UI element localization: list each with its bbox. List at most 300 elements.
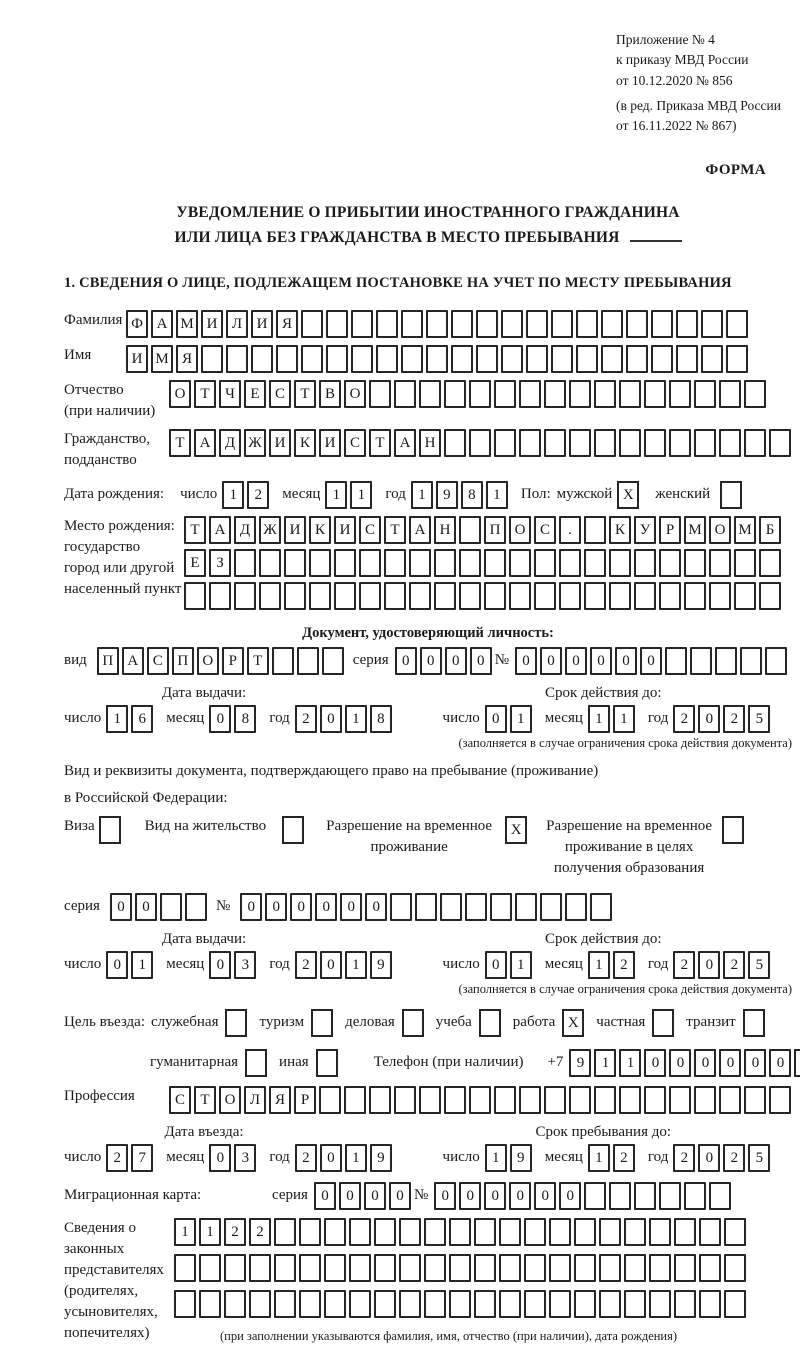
char-cell[interactable]: А bbox=[151, 310, 173, 338]
char-cell[interactable]: 0 bbox=[484, 1182, 506, 1210]
char-cell[interactable]: А bbox=[394, 429, 416, 457]
char-cell[interactable] bbox=[609, 582, 631, 610]
char-cell[interactable] bbox=[609, 1182, 631, 1210]
char-cell[interactable]: 0 bbox=[644, 1049, 666, 1077]
char-cell[interactable] bbox=[549, 1254, 571, 1282]
char-cell[interactable] bbox=[601, 345, 623, 373]
char-cell[interactable] bbox=[484, 582, 506, 610]
char-cell[interactable] bbox=[374, 1254, 396, 1282]
char-cell[interactable]: К bbox=[294, 429, 316, 457]
char-cell[interactable]: 1 bbox=[594, 1049, 616, 1077]
char-cell[interactable] bbox=[699, 1218, 721, 1246]
char-cell[interactable] bbox=[299, 1218, 321, 1246]
char-cell[interactable] bbox=[374, 1290, 396, 1318]
purpose-business-checkbox[interactable] bbox=[402, 1009, 424, 1037]
char-cell[interactable]: Т bbox=[247, 647, 269, 675]
char-cell[interactable] bbox=[634, 582, 656, 610]
char-cell[interactable] bbox=[301, 345, 323, 373]
char-cell[interactable] bbox=[524, 1290, 546, 1318]
char-cell[interactable] bbox=[709, 549, 731, 577]
char-cell[interactable]: 0 bbox=[395, 647, 417, 675]
char-cell[interactable]: Т bbox=[369, 429, 391, 457]
char-cell[interactable]: 2 bbox=[673, 951, 695, 979]
char-cell[interactable]: 1 bbox=[411, 481, 433, 509]
char-cell[interactable] bbox=[649, 1254, 671, 1282]
char-cell[interactable] bbox=[334, 582, 356, 610]
char-cell[interactable] bbox=[684, 1182, 706, 1210]
char-cell[interactable]: 2 bbox=[723, 1144, 745, 1172]
char-cell[interactable]: 9 bbox=[370, 1144, 392, 1172]
char-cell[interactable] bbox=[599, 1218, 621, 1246]
char-cell[interactable] bbox=[769, 1086, 791, 1114]
char-cell[interactable]: 1 bbox=[131, 951, 153, 979]
char-cell[interactable] bbox=[499, 1254, 521, 1282]
char-cell[interactable] bbox=[509, 582, 531, 610]
char-cell[interactable] bbox=[584, 516, 606, 544]
char-cell[interactable] bbox=[359, 549, 381, 577]
char-cell[interactable] bbox=[465, 893, 487, 921]
char-cell[interactable] bbox=[326, 345, 348, 373]
char-cell[interactable]: 0 bbox=[340, 893, 362, 921]
char-cell[interactable] bbox=[390, 893, 412, 921]
char-cell[interactable]: П bbox=[172, 647, 194, 675]
char-cell[interactable]: Т bbox=[294, 380, 316, 408]
char-cell[interactable] bbox=[526, 345, 548, 373]
char-cell[interactable] bbox=[651, 345, 673, 373]
char-cell[interactable]: 0 bbox=[698, 705, 720, 733]
char-cell[interactable]: В bbox=[319, 380, 341, 408]
char-cell[interactable]: 2 bbox=[723, 951, 745, 979]
char-cell[interactable] bbox=[699, 1290, 721, 1318]
char-cell[interactable] bbox=[726, 345, 748, 373]
char-cell[interactable] bbox=[349, 1218, 371, 1246]
char-cell[interactable] bbox=[624, 1290, 646, 1318]
char-cell[interactable] bbox=[659, 1182, 681, 1210]
char-cell[interactable]: С bbox=[534, 516, 556, 544]
char-cell[interactable] bbox=[259, 549, 281, 577]
char-cell[interactable] bbox=[669, 1086, 691, 1114]
char-cell[interactable] bbox=[590, 893, 612, 921]
char-cell[interactable] bbox=[509, 549, 531, 577]
char-cell[interactable] bbox=[426, 310, 448, 338]
char-cell[interactable] bbox=[734, 549, 756, 577]
char-cell[interactable]: 0 bbox=[240, 893, 262, 921]
char-cell[interactable]: 0 bbox=[615, 647, 637, 675]
char-cell[interactable]: Д bbox=[234, 516, 256, 544]
char-cell[interactable] bbox=[651, 310, 673, 338]
char-cell[interactable] bbox=[301, 310, 323, 338]
char-cell[interactable]: 1 bbox=[619, 1049, 641, 1077]
char-cell[interactable] bbox=[449, 1218, 471, 1246]
char-cell[interactable] bbox=[676, 345, 698, 373]
char-cell[interactable]: 0 bbox=[290, 893, 312, 921]
char-cell[interactable] bbox=[644, 429, 666, 457]
char-cell[interactable] bbox=[769, 429, 791, 457]
char-cell[interactable] bbox=[184, 582, 206, 610]
char-cell[interactable] bbox=[659, 549, 681, 577]
char-cell[interactable]: 5 bbox=[748, 705, 770, 733]
char-cell[interactable]: 2 bbox=[723, 705, 745, 733]
char-cell[interactable]: Е bbox=[184, 549, 206, 577]
char-cell[interactable]: 0 bbox=[515, 647, 537, 675]
char-cell[interactable] bbox=[409, 582, 431, 610]
char-cell[interactable] bbox=[569, 380, 591, 408]
char-cell[interactable]: 0 bbox=[106, 951, 128, 979]
char-cell[interactable]: Т bbox=[169, 429, 191, 457]
char-cell[interactable] bbox=[759, 582, 781, 610]
sex-female-checkbox[interactable] bbox=[720, 481, 742, 509]
char-cell[interactable] bbox=[359, 582, 381, 610]
char-cell[interactable] bbox=[569, 429, 591, 457]
char-cell[interactable]: Б bbox=[759, 516, 781, 544]
char-cell[interactable] bbox=[499, 1290, 521, 1318]
char-cell[interactable] bbox=[724, 1218, 746, 1246]
char-cell[interactable] bbox=[594, 429, 616, 457]
char-cell[interactable]: 0 bbox=[320, 705, 342, 733]
char-cell[interactable]: К bbox=[609, 516, 631, 544]
char-cell[interactable]: 1 bbox=[588, 705, 610, 733]
char-cell[interactable] bbox=[594, 1086, 616, 1114]
char-cell[interactable] bbox=[726, 310, 748, 338]
char-cell[interactable] bbox=[794, 1049, 800, 1077]
blank-underline[interactable] bbox=[630, 228, 682, 242]
char-cell[interactable] bbox=[526, 310, 548, 338]
char-cell[interactable]: 7 bbox=[131, 1144, 153, 1172]
char-cell[interactable]: 1 bbox=[485, 1144, 507, 1172]
char-cell[interactable] bbox=[449, 1254, 471, 1282]
char-cell[interactable]: 1 bbox=[350, 481, 372, 509]
char-cell[interactable]: 2 bbox=[224, 1218, 246, 1246]
char-cell[interactable] bbox=[490, 893, 512, 921]
char-cell[interactable] bbox=[409, 549, 431, 577]
char-cell[interactable] bbox=[709, 1182, 731, 1210]
char-cell[interactable] bbox=[501, 310, 523, 338]
char-cell[interactable]: 1 bbox=[613, 705, 635, 733]
char-cell[interactable] bbox=[626, 310, 648, 338]
char-cell[interactable]: 5 bbox=[748, 1144, 770, 1172]
char-cell[interactable] bbox=[559, 549, 581, 577]
char-cell[interactable] bbox=[609, 549, 631, 577]
char-cell[interactable] bbox=[524, 1254, 546, 1282]
char-cell[interactable] bbox=[649, 1218, 671, 1246]
char-cell[interactable] bbox=[444, 380, 466, 408]
char-cell[interactable] bbox=[699, 1254, 721, 1282]
char-cell[interactable] bbox=[551, 345, 573, 373]
char-cell[interactable] bbox=[451, 345, 473, 373]
char-cell[interactable]: Т bbox=[384, 516, 406, 544]
char-cell[interactable] bbox=[234, 582, 256, 610]
char-cell[interactable] bbox=[309, 549, 331, 577]
char-cell[interactable] bbox=[276, 345, 298, 373]
char-cell[interactable]: А bbox=[194, 429, 216, 457]
char-cell[interactable] bbox=[519, 380, 541, 408]
char-cell[interactable] bbox=[309, 582, 331, 610]
char-cell[interactable]: 1 bbox=[345, 1144, 367, 1172]
char-cell[interactable] bbox=[351, 345, 373, 373]
char-cell[interactable] bbox=[399, 1254, 421, 1282]
char-cell[interactable] bbox=[674, 1218, 696, 1246]
char-cell[interactable] bbox=[744, 380, 766, 408]
char-cell[interactable] bbox=[469, 1086, 491, 1114]
char-cell[interactable]: 8 bbox=[370, 705, 392, 733]
char-cell[interactable] bbox=[534, 549, 556, 577]
char-cell[interactable] bbox=[544, 429, 566, 457]
char-cell[interactable] bbox=[694, 380, 716, 408]
char-cell[interactable]: 9 bbox=[436, 481, 458, 509]
char-cell[interactable] bbox=[299, 1290, 321, 1318]
char-cell[interactable]: 0 bbox=[339, 1182, 361, 1210]
char-cell[interactable]: 3 bbox=[234, 1144, 256, 1172]
char-cell[interactable] bbox=[394, 1086, 416, 1114]
char-cell[interactable] bbox=[574, 1254, 596, 1282]
char-cell[interactable]: О bbox=[219, 1086, 241, 1114]
char-cell[interactable] bbox=[574, 1218, 596, 1246]
char-cell[interactable]: Р bbox=[222, 647, 244, 675]
char-cell[interactable] bbox=[324, 1218, 346, 1246]
char-cell[interactable]: 0 bbox=[314, 1182, 336, 1210]
purpose-other-checkbox[interactable] bbox=[316, 1049, 338, 1077]
char-cell[interactable] bbox=[634, 549, 656, 577]
char-cell[interactable] bbox=[399, 1218, 421, 1246]
char-cell[interactable]: 9 bbox=[569, 1049, 591, 1077]
char-cell[interactable] bbox=[694, 429, 716, 457]
char-cell[interactable] bbox=[599, 1290, 621, 1318]
char-cell[interactable] bbox=[715, 647, 737, 675]
char-cell[interactable] bbox=[676, 310, 698, 338]
char-cell[interactable]: 2 bbox=[249, 1218, 271, 1246]
char-cell[interactable]: 0 bbox=[559, 1182, 581, 1210]
char-cell[interactable] bbox=[684, 582, 706, 610]
char-cell[interactable]: М bbox=[151, 345, 173, 373]
char-cell[interactable] bbox=[724, 1254, 746, 1282]
char-cell[interactable] bbox=[376, 310, 398, 338]
char-cell[interactable]: 9 bbox=[370, 951, 392, 979]
char-cell[interactable] bbox=[324, 1254, 346, 1282]
char-cell[interactable] bbox=[344, 1086, 366, 1114]
char-cell[interactable] bbox=[349, 1254, 371, 1282]
char-cell[interactable]: Л bbox=[226, 310, 248, 338]
char-cell[interactable] bbox=[709, 582, 731, 610]
char-cell[interactable] bbox=[274, 1218, 296, 1246]
char-cell[interactable] bbox=[424, 1254, 446, 1282]
char-cell[interactable] bbox=[185, 893, 207, 921]
char-cell[interactable] bbox=[469, 429, 491, 457]
char-cell[interactable] bbox=[474, 1254, 496, 1282]
char-cell[interactable]: 0 bbox=[320, 951, 342, 979]
char-cell[interactable]: 0 bbox=[389, 1182, 411, 1210]
char-cell[interactable]: Я bbox=[276, 310, 298, 338]
char-cell[interactable] bbox=[449, 1290, 471, 1318]
char-cell[interactable]: . bbox=[559, 516, 581, 544]
char-cell[interactable]: М bbox=[176, 310, 198, 338]
char-cell[interactable] bbox=[226, 345, 248, 373]
char-cell[interactable]: 0 bbox=[265, 893, 287, 921]
char-cell[interactable]: 0 bbox=[315, 893, 337, 921]
char-cell[interactable] bbox=[626, 345, 648, 373]
char-cell[interactable] bbox=[501, 345, 523, 373]
char-cell[interactable] bbox=[426, 345, 448, 373]
char-cell[interactable] bbox=[334, 549, 356, 577]
char-cell[interactable] bbox=[274, 1254, 296, 1282]
char-cell[interactable] bbox=[451, 310, 473, 338]
char-cell[interactable] bbox=[419, 380, 441, 408]
char-cell[interactable]: 0 bbox=[534, 1182, 556, 1210]
char-cell[interactable] bbox=[701, 310, 723, 338]
char-cell[interactable] bbox=[384, 549, 406, 577]
char-cell[interactable]: Н bbox=[419, 429, 441, 457]
char-cell[interactable]: 1 bbox=[174, 1218, 196, 1246]
char-cell[interactable] bbox=[201, 345, 223, 373]
char-cell[interactable] bbox=[649, 1290, 671, 1318]
char-cell[interactable] bbox=[624, 1254, 646, 1282]
char-cell[interactable] bbox=[434, 549, 456, 577]
char-cell[interactable]: Ф bbox=[126, 310, 148, 338]
char-cell[interactable]: Н bbox=[434, 516, 456, 544]
char-cell[interactable] bbox=[349, 1290, 371, 1318]
char-cell[interactable] bbox=[601, 310, 623, 338]
char-cell[interactable] bbox=[424, 1290, 446, 1318]
char-cell[interactable] bbox=[284, 549, 306, 577]
char-cell[interactable] bbox=[544, 1086, 566, 1114]
char-cell[interactable] bbox=[544, 380, 566, 408]
char-cell[interactable] bbox=[659, 582, 681, 610]
char-cell[interactable] bbox=[694, 1086, 716, 1114]
char-cell[interactable]: 0 bbox=[694, 1049, 716, 1077]
char-cell[interactable]: О bbox=[197, 647, 219, 675]
char-cell[interactable]: 0 bbox=[590, 647, 612, 675]
char-cell[interactable] bbox=[297, 647, 319, 675]
char-cell[interactable]: С bbox=[169, 1086, 191, 1114]
char-cell[interactable]: 0 bbox=[209, 1144, 231, 1172]
char-cell[interactable] bbox=[476, 310, 498, 338]
char-cell[interactable] bbox=[519, 429, 541, 457]
char-cell[interactable]: 2 bbox=[673, 705, 695, 733]
char-cell[interactable] bbox=[319, 1086, 341, 1114]
purpose-study-checkbox[interactable] bbox=[479, 1009, 501, 1037]
char-cell[interactable] bbox=[249, 1254, 271, 1282]
char-cell[interactable]: О bbox=[509, 516, 531, 544]
char-cell[interactable] bbox=[174, 1290, 196, 1318]
char-cell[interactable]: 9 bbox=[510, 1144, 532, 1172]
char-cell[interactable]: П bbox=[484, 516, 506, 544]
char-cell[interactable] bbox=[619, 429, 641, 457]
residence-permit-checkbox[interactable] bbox=[282, 816, 304, 844]
char-cell[interactable]: Т bbox=[194, 1086, 216, 1114]
char-cell[interactable]: И bbox=[251, 310, 273, 338]
char-cell[interactable] bbox=[569, 1086, 591, 1114]
purpose-official-checkbox[interactable] bbox=[225, 1009, 247, 1037]
char-cell[interactable]: 1 bbox=[588, 951, 610, 979]
char-cell[interactable] bbox=[719, 429, 741, 457]
char-cell[interactable] bbox=[765, 647, 787, 675]
char-cell[interactable] bbox=[519, 1086, 541, 1114]
char-cell[interactable]: Р bbox=[294, 1086, 316, 1114]
char-cell[interactable] bbox=[199, 1290, 221, 1318]
char-cell[interactable]: 2 bbox=[295, 951, 317, 979]
char-cell[interactable]: 2 bbox=[295, 1144, 317, 1172]
char-cell[interactable]: С bbox=[344, 429, 366, 457]
char-cell[interactable]: 3 bbox=[234, 951, 256, 979]
purpose-humanitarian-checkbox[interactable] bbox=[245, 1049, 267, 1077]
char-cell[interactable] bbox=[401, 345, 423, 373]
char-cell[interactable] bbox=[719, 1086, 741, 1114]
char-cell[interactable]: С bbox=[359, 516, 381, 544]
char-cell[interactable] bbox=[674, 1290, 696, 1318]
char-cell[interactable]: К bbox=[309, 516, 331, 544]
char-cell[interactable] bbox=[576, 310, 598, 338]
char-cell[interactable] bbox=[665, 647, 687, 675]
char-cell[interactable] bbox=[234, 549, 256, 577]
char-cell[interactable] bbox=[259, 582, 281, 610]
char-cell[interactable]: О bbox=[169, 380, 191, 408]
char-cell[interactable] bbox=[674, 1254, 696, 1282]
char-cell[interactable]: 0 bbox=[565, 647, 587, 675]
char-cell[interactable] bbox=[534, 582, 556, 610]
char-cell[interactable]: 0 bbox=[698, 1144, 720, 1172]
char-cell[interactable]: 1 bbox=[325, 481, 347, 509]
char-cell[interactable] bbox=[476, 345, 498, 373]
char-cell[interactable] bbox=[251, 345, 273, 373]
char-cell[interactable] bbox=[384, 582, 406, 610]
char-cell[interactable]: 2 bbox=[106, 1144, 128, 1172]
char-cell[interactable]: 0 bbox=[485, 705, 507, 733]
char-cell[interactable]: 1 bbox=[106, 705, 128, 733]
char-cell[interactable]: 8 bbox=[461, 481, 483, 509]
char-cell[interactable] bbox=[576, 345, 598, 373]
purpose-transit-checkbox[interactable] bbox=[743, 1009, 765, 1037]
char-cell[interactable]: 0 bbox=[485, 951, 507, 979]
char-cell[interactable] bbox=[594, 380, 616, 408]
purpose-tourism-checkbox[interactable] bbox=[311, 1009, 333, 1037]
char-cell[interactable] bbox=[424, 1218, 446, 1246]
char-cell[interactable]: 0 bbox=[209, 951, 231, 979]
char-cell[interactable] bbox=[444, 429, 466, 457]
char-cell[interactable] bbox=[524, 1218, 546, 1246]
char-cell[interactable] bbox=[274, 1290, 296, 1318]
char-cell[interactable] bbox=[759, 549, 781, 577]
char-cell[interactable] bbox=[376, 345, 398, 373]
char-cell[interactable] bbox=[619, 1086, 641, 1114]
char-cell[interactable] bbox=[669, 380, 691, 408]
char-cell[interactable]: 1 bbox=[486, 481, 508, 509]
char-cell[interactable]: 0 bbox=[719, 1049, 741, 1077]
char-cell[interactable]: 0 bbox=[365, 893, 387, 921]
char-cell[interactable]: 2 bbox=[247, 481, 269, 509]
char-cell[interactable] bbox=[484, 549, 506, 577]
char-cell[interactable] bbox=[322, 647, 344, 675]
char-cell[interactable]: 1 bbox=[510, 705, 532, 733]
char-cell[interactable] bbox=[744, 1086, 766, 1114]
char-cell[interactable] bbox=[644, 1086, 666, 1114]
char-cell[interactable]: А bbox=[209, 516, 231, 544]
char-cell[interactable] bbox=[494, 429, 516, 457]
char-cell[interactable]: 0 bbox=[209, 705, 231, 733]
char-cell[interactable] bbox=[374, 1218, 396, 1246]
char-cell[interactable] bbox=[444, 1086, 466, 1114]
char-cell[interactable] bbox=[701, 345, 723, 373]
temp-residence-education-checkbox[interactable] bbox=[722, 816, 744, 844]
char-cell[interactable] bbox=[549, 1290, 571, 1318]
temp-residence-checkbox[interactable]: X bbox=[505, 816, 527, 844]
char-cell[interactable] bbox=[351, 310, 373, 338]
char-cell[interactable] bbox=[669, 429, 691, 457]
char-cell[interactable]: И bbox=[284, 516, 306, 544]
char-cell[interactable] bbox=[624, 1218, 646, 1246]
char-cell[interactable] bbox=[299, 1254, 321, 1282]
char-cell[interactable] bbox=[369, 1086, 391, 1114]
char-cell[interactable]: И bbox=[319, 429, 341, 457]
char-cell[interactable] bbox=[549, 1218, 571, 1246]
